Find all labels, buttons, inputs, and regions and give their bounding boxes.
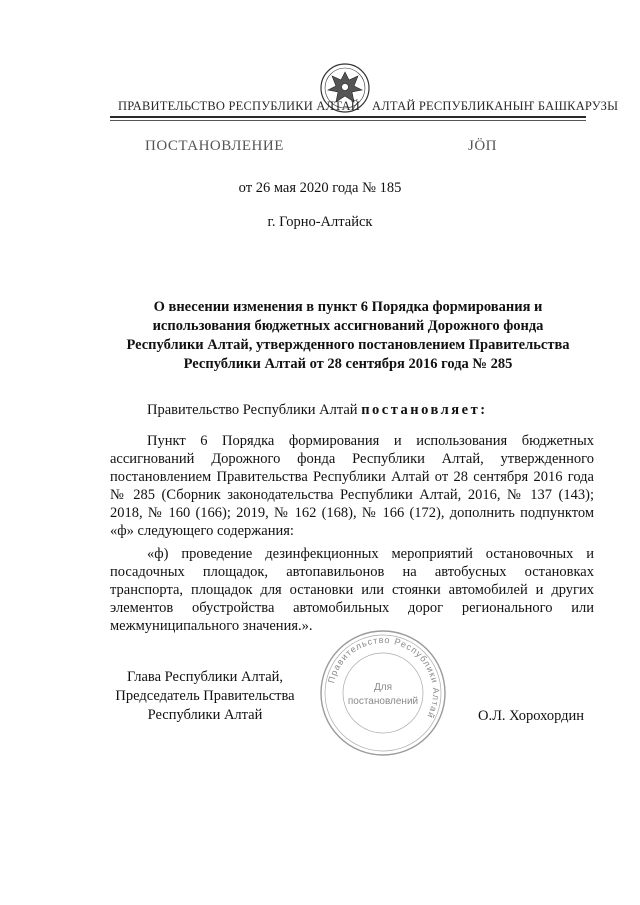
- body-paragraph-2: «ф) проведение дезинфекционных мероприятий остановочных и посадочных площадок, автопавильонов на автобусных остановках транспорта, площадок для остановки или стоянки автомобилей и других элементов обустройства автомобильных дорог регионального или межмуниципального значения.».: [110, 546, 594, 634]
- title-line: использования бюджетных ассигнований Дорожного фонда: [152, 318, 544, 334]
- signatory-position-line: Республики Алтай: [147, 707, 263, 723]
- decree-verb: постановляет:: [361, 402, 488, 418]
- title-line: Республики Алтай, утвержденного постановлением Правительства: [126, 337, 570, 353]
- doc-type-russian: ПОСТАНОВЛЕНИЕ: [145, 138, 284, 154]
- header-org-left: ПРАВИТЕЛЬСТВО РЕСПУБЛИКИ АЛТАЙ: [118, 99, 360, 113]
- svg-text:Правительство Республики Алтай: [326, 635, 441, 720]
- stamp-center-line-1: Для: [373, 682, 393, 693]
- stamp-center-line-2: постановлений: [347, 696, 419, 707]
- body-paragraph-1: Пункт 6 Порядка формирования и использования бюджетных ассигнований Дорожного фонда Республики Алтай, утвержденного постановлением Правительства Республики Алтай от 28 сентября 2016 года № 285 (Сборник законодательства Республики Алтай, 2016, № 137 (143); 2018, № 160 (166); 2019, № 162 (168), № 166 (172), дополнить подпунктом «ф» следующего содержания:: [110, 433, 594, 539]
- signatory-position-line: Председатель Правительства: [115, 688, 295, 704]
- decree-subject: Правительство Республики Алтай: [147, 402, 362, 418]
- decree-line: [147, 402, 488, 419]
- title-line: Республики Алтай от 28 сентября 2016 года № 285: [183, 356, 513, 372]
- stamp-ring-text: Правительство Республики Алтай: [326, 634, 442, 721]
- document-date-number: от 26 мая 2020 года № 185: [238, 180, 402, 196]
- header-org-right: АЛТАЙ РЕСПУБЛИКАНЫҤ БАШКАРУЗЫ: [372, 99, 619, 113]
- doc-type-altai: JӦП: [468, 138, 498, 154]
- document-title: [110, 298, 586, 374]
- signatory-position: [110, 668, 300, 725]
- header-divider: [110, 116, 586, 118]
- signatory-name: О.Л. Хорохордин: [478, 708, 585, 724]
- signatory-position-line: Глава Республики Алтай,: [126, 669, 284, 685]
- document-city: г. Горно-Алтайск: [267, 214, 373, 230]
- header-divider-thin: [110, 120, 586, 121]
- official-stamp: [318, 628, 448, 758]
- title-line: О внесении изменения в пункт 6 Порядка формирования и: [153, 299, 543, 315]
